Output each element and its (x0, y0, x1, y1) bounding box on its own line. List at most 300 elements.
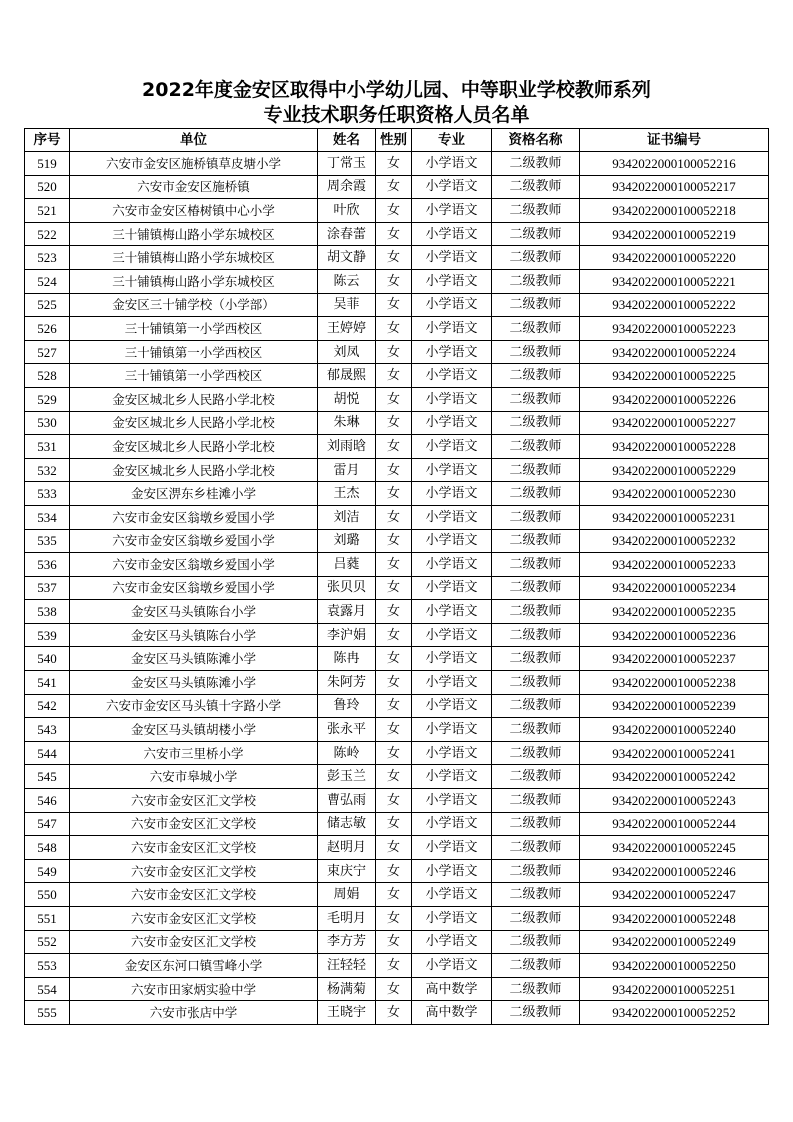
certificate-cell: 9342022000100052251 (580, 977, 769, 1001)
certificate-cell: 9342022000100052246 (580, 859, 769, 883)
gender-cell: 女 (376, 859, 412, 883)
qualification-cell: 二级教师 (492, 623, 580, 647)
name-cell: 陈云 (318, 269, 376, 293)
name-cell: 张永平 (318, 718, 376, 742)
seq-cell: 531 (25, 435, 70, 459)
unit-cell: 三十铺镇梅山路小学东城校区 (70, 246, 318, 270)
major-cell: 小学语文 (412, 458, 492, 482)
unit-cell: 六安市田家炳实验中学 (70, 977, 318, 1001)
certificate-cell: 9342022000100052220 (580, 246, 769, 270)
seq-cell: 552 (25, 930, 70, 954)
certificate-cell: 9342022000100052229 (580, 458, 769, 482)
table-row (25, 553, 769, 577)
name-cell: 袁露月 (318, 600, 376, 624)
table-row (25, 836, 769, 860)
qualification-cell: 二级教师 (492, 458, 580, 482)
unit-cell: 六安市金安区马头镇十字路小学 (70, 694, 318, 718)
seq-cell: 550 (25, 883, 70, 907)
certificate-cell: 9342022000100052236 (580, 623, 769, 647)
table-body (25, 152, 769, 1025)
unit-cell: 六安市金安区汇文学校 (70, 907, 318, 931)
unit-cell: 金安区城北乡人民路小学北校 (70, 411, 318, 435)
major-cell: 小学语文 (412, 482, 492, 506)
certificate-cell: 9342022000100052238 (580, 671, 769, 695)
name-cell: 丁常玉 (318, 152, 376, 176)
qualification-cell: 二级教师 (492, 741, 580, 765)
major-cell: 小学语文 (412, 505, 492, 529)
major-cell: 小学语文 (412, 576, 492, 600)
seq-cell: 539 (25, 623, 70, 647)
certificate-cell: 9342022000100052219 (580, 222, 769, 246)
gender-cell: 女 (376, 505, 412, 529)
unit-cell: 三十铺镇第一小学西校区 (70, 340, 318, 364)
certificate-cell: 9342022000100052240 (580, 718, 769, 742)
qualification-cell: 二级教师 (492, 317, 580, 341)
name-cell: 刘雨晗 (318, 435, 376, 459)
qualification-cell: 二级教师 (492, 411, 580, 435)
qualification-cell: 二级教师 (492, 883, 580, 907)
qualification-cell: 二级教师 (492, 671, 580, 695)
seq-cell: 549 (25, 859, 70, 883)
qualification-cell: 二级教师 (492, 930, 580, 954)
qualification-cell: 二级教师 (492, 1001, 580, 1025)
unit-cell: 六安市三里桥小学 (70, 741, 318, 765)
qualification-cell: 二级教师 (492, 222, 580, 246)
unit-cell: 六安市金安区翁墩乡爱国小学 (70, 553, 318, 577)
seq-cell: 547 (25, 812, 70, 836)
name-cell: 郁晟熙 (318, 364, 376, 388)
qualification-cell: 二级教师 (492, 789, 580, 813)
certificate-cell: 9342022000100052245 (580, 836, 769, 860)
name-cell: 毛明月 (318, 907, 376, 931)
unit-cell: 六安市金安区汇文学校 (70, 812, 318, 836)
seq-cell: 528 (25, 364, 70, 388)
certificate-cell: 9342022000100052252 (580, 1001, 769, 1025)
major-cell: 小学语文 (412, 812, 492, 836)
qualification-cell: 二级教师 (492, 836, 580, 860)
table-row (25, 411, 769, 435)
major-cell: 小学语文 (412, 954, 492, 978)
gender-cell: 女 (376, 529, 412, 553)
unit-cell: 六安市金安区汇文学校 (70, 930, 318, 954)
unit-cell: 金安区东河口镇雪峰小学 (70, 954, 318, 978)
gender-cell: 女 (376, 411, 412, 435)
seq-cell: 548 (25, 836, 70, 860)
gender-cell: 女 (376, 789, 412, 813)
seq-cell: 529 (25, 387, 70, 411)
unit-cell: 金安区城北乡人民路小学北校 (70, 387, 318, 411)
qualification-cell: 二级教师 (492, 718, 580, 742)
unit-cell: 三十铺镇第一小学西校区 (70, 317, 318, 341)
seq-cell: 541 (25, 671, 70, 695)
major-cell: 小学语文 (412, 387, 492, 411)
seq-cell: 545 (25, 765, 70, 789)
gender-cell: 女 (376, 907, 412, 931)
gender-cell: 女 (376, 482, 412, 506)
seq-cell: 546 (25, 789, 70, 813)
table-row (25, 671, 769, 695)
certificate-cell: 9342022000100052230 (580, 482, 769, 506)
certificate-cell: 9342022000100052226 (580, 387, 769, 411)
seq-cell: 525 (25, 293, 70, 317)
major-cell: 小学语文 (412, 789, 492, 813)
qualification-cell: 二级教师 (492, 977, 580, 1001)
unit-cell: 金安区城北乡人民路小学北校 (70, 435, 318, 459)
header-gender: 性别 (376, 129, 412, 152)
major-cell: 小学语文 (412, 718, 492, 742)
gender-cell: 女 (376, 222, 412, 246)
qualification-cell: 二级教师 (492, 246, 580, 270)
certificate-cell: 9342022000100052249 (580, 930, 769, 954)
teacher-list-table (24, 128, 769, 1025)
gender-cell: 女 (376, 458, 412, 482)
name-cell: 赵明月 (318, 836, 376, 860)
gender-cell: 女 (376, 387, 412, 411)
gender-cell: 女 (376, 883, 412, 907)
unit-cell: 三十铺镇第一小学西校区 (70, 364, 318, 388)
table-row (25, 364, 769, 388)
name-cell: 涂春蕾 (318, 222, 376, 246)
header-unit: 单位 (70, 129, 318, 152)
qualification-cell: 二级教师 (492, 482, 580, 506)
header-major: 专业 (412, 129, 492, 152)
unit-cell: 金安区城北乡人民路小学北校 (70, 458, 318, 482)
major-cell: 小学语文 (412, 671, 492, 695)
gender-cell: 女 (376, 553, 412, 577)
certificate-cell: 9342022000100052227 (580, 411, 769, 435)
name-cell: 王婷婷 (318, 317, 376, 341)
gender-cell: 女 (376, 1001, 412, 1025)
name-cell: 刘璐 (318, 529, 376, 553)
table-row (25, 458, 769, 482)
unit-cell: 三十铺镇梅山路小学东城校区 (70, 222, 318, 246)
major-cell: 小学语文 (412, 647, 492, 671)
qualification-cell: 二级教师 (492, 529, 580, 553)
gender-cell: 女 (376, 647, 412, 671)
unit-cell: 金安区马头镇陈台小学 (70, 600, 318, 624)
major-cell: 小学语文 (412, 222, 492, 246)
table-row (25, 269, 769, 293)
name-cell: 朱阿芳 (318, 671, 376, 695)
table-row (25, 576, 769, 600)
header-row (25, 129, 769, 152)
unit-cell: 六安市金安区施桥镇草皮塘小学 (70, 152, 318, 176)
header-certificate: 证书编号 (580, 129, 769, 152)
name-cell: 陈岭 (318, 741, 376, 765)
seq-cell: 527 (25, 340, 70, 364)
certificate-cell: 9342022000100052228 (580, 435, 769, 459)
certificate-cell: 9342022000100052241 (580, 741, 769, 765)
seq-cell: 553 (25, 954, 70, 978)
seq-cell: 543 (25, 718, 70, 742)
seq-cell: 537 (25, 576, 70, 600)
seq-cell: 554 (25, 977, 70, 1001)
gender-cell: 女 (376, 718, 412, 742)
table-row (25, 317, 769, 341)
table-row (25, 859, 769, 883)
certificate-cell: 9342022000100052223 (580, 317, 769, 341)
unit-cell: 六安市金安区椿树镇中心小学 (70, 199, 318, 223)
qualification-cell: 二级教师 (492, 152, 580, 176)
certificate-cell: 9342022000100052234 (580, 576, 769, 600)
certificate-cell: 9342022000100052221 (580, 269, 769, 293)
gender-cell: 女 (376, 152, 412, 176)
certificate-cell: 9342022000100052218 (580, 199, 769, 223)
name-cell: 刘洁 (318, 505, 376, 529)
certificate-cell: 9342022000100052248 (580, 907, 769, 931)
unit-cell: 六安市皋城小学 (70, 765, 318, 789)
major-cell: 小学语文 (412, 553, 492, 577)
table-row (25, 907, 769, 931)
gender-cell: 女 (376, 977, 412, 1001)
name-cell: 王晓宇 (318, 1001, 376, 1025)
unit-cell: 金安区马头镇陈台小学 (70, 623, 318, 647)
gender-cell: 女 (376, 623, 412, 647)
seq-cell: 555 (25, 1001, 70, 1025)
name-cell: 朱琳 (318, 411, 376, 435)
name-cell: 束庆宁 (318, 859, 376, 883)
gender-cell: 女 (376, 671, 412, 695)
table-row (25, 977, 769, 1001)
major-cell: 小学语文 (412, 246, 492, 270)
gender-cell: 女 (376, 954, 412, 978)
gender-cell: 女 (376, 317, 412, 341)
certificate-cell: 9342022000100052225 (580, 364, 769, 388)
certificate-cell: 9342022000100052232 (580, 529, 769, 553)
seq-cell: 540 (25, 647, 70, 671)
certificate-cell: 9342022000100052233 (580, 553, 769, 577)
name-cell: 周娟 (318, 883, 376, 907)
gender-cell: 女 (376, 576, 412, 600)
seq-cell: 534 (25, 505, 70, 529)
major-cell: 小学语文 (412, 883, 492, 907)
major-cell: 小学语文 (412, 317, 492, 341)
qualification-cell: 二级教师 (492, 576, 580, 600)
major-cell: 小学语文 (412, 364, 492, 388)
major-cell: 小学语文 (412, 623, 492, 647)
name-cell: 雷月 (318, 458, 376, 482)
certificate-cell: 9342022000100052231 (580, 505, 769, 529)
seq-cell: 538 (25, 600, 70, 624)
certificate-cell: 9342022000100052247 (580, 883, 769, 907)
seq-cell: 544 (25, 741, 70, 765)
name-cell: 吴菲 (318, 293, 376, 317)
qualification-cell: 二级教师 (492, 859, 580, 883)
gender-cell: 女 (376, 765, 412, 789)
unit-cell: 六安市金安区汇文学校 (70, 859, 318, 883)
name-cell: 鲁玲 (318, 694, 376, 718)
name-cell: 胡悦 (318, 387, 376, 411)
document-title-line2: 专业技术职务任职资格人员名单 (263, 104, 530, 126)
table-row (25, 694, 769, 718)
unit-cell: 金安区马头镇陈滩小学 (70, 647, 318, 671)
name-cell: 储志敏 (318, 812, 376, 836)
table-row (25, 954, 769, 978)
unit-cell: 六安市金安区汇文学校 (70, 789, 318, 813)
name-cell: 王杰 (318, 482, 376, 506)
major-cell: 高中数学 (412, 977, 492, 1001)
qualification-cell: 二级教师 (492, 387, 580, 411)
table-row (25, 482, 769, 506)
major-cell: 小学语文 (412, 152, 492, 176)
major-cell: 小学语文 (412, 765, 492, 789)
qualification-cell: 二级教师 (492, 694, 580, 718)
certificate-cell: 9342022000100052250 (580, 954, 769, 978)
qualification-cell: 二级教师 (492, 293, 580, 317)
seq-cell: 533 (25, 482, 70, 506)
unit-cell: 六安市张店中学 (70, 1001, 318, 1025)
unit-cell: 六安市金安区汇文学校 (70, 836, 318, 860)
table-row (25, 1001, 769, 1025)
seq-cell: 524 (25, 269, 70, 293)
major-cell: 小学语文 (412, 411, 492, 435)
seq-cell: 536 (25, 553, 70, 577)
gender-cell: 女 (376, 812, 412, 836)
certificate-cell: 9342022000100052222 (580, 293, 769, 317)
seq-cell: 521 (25, 199, 70, 223)
seq-cell: 542 (25, 694, 70, 718)
gender-cell: 女 (376, 364, 412, 388)
unit-cell: 金安区淠东乡桂滩小学 (70, 482, 318, 506)
major-cell: 小学语文 (412, 175, 492, 199)
qualification-cell: 二级教师 (492, 647, 580, 671)
seq-cell: 522 (25, 222, 70, 246)
table-header (25, 129, 769, 152)
major-cell: 小学语文 (412, 859, 492, 883)
name-cell: 彭玉兰 (318, 765, 376, 789)
qualification-cell: 二级教师 (492, 907, 580, 931)
major-cell: 小学语文 (412, 930, 492, 954)
major-cell: 小学语文 (412, 340, 492, 364)
unit-cell: 六安市金安区翁墩乡爱国小学 (70, 576, 318, 600)
table-row (25, 340, 769, 364)
header-seq: 序号 (25, 129, 70, 152)
name-cell: 汪轻轻 (318, 954, 376, 978)
gender-cell: 女 (376, 435, 412, 459)
unit-cell: 六安市金安区翁墩乡爱国小学 (70, 529, 318, 553)
table-row (25, 293, 769, 317)
seq-cell: 523 (25, 246, 70, 270)
certificate-cell: 9342022000100052243 (580, 789, 769, 813)
seq-cell: 535 (25, 529, 70, 553)
unit-cell: 金安区三十铺学校（小学部） (70, 293, 318, 317)
seq-cell: 526 (25, 317, 70, 341)
major-cell: 小学语文 (412, 529, 492, 553)
qualification-cell: 二级教师 (492, 435, 580, 459)
table-row (25, 647, 769, 671)
seq-cell: 530 (25, 411, 70, 435)
name-cell: 刘凤 (318, 340, 376, 364)
certificate-cell: 9342022000100052244 (580, 812, 769, 836)
name-cell: 曹弘雨 (318, 789, 376, 813)
name-cell: 叶欣 (318, 199, 376, 223)
gender-cell: 女 (376, 175, 412, 199)
qualification-cell: 二级教师 (492, 340, 580, 364)
seq-cell: 532 (25, 458, 70, 482)
qualification-cell: 二级教师 (492, 765, 580, 789)
unit-cell: 金安区马头镇陈滩小学 (70, 671, 318, 695)
major-cell: 小学语文 (412, 600, 492, 624)
gender-cell: 女 (376, 293, 412, 317)
table-row (25, 789, 769, 813)
certificate-cell: 9342022000100052242 (580, 765, 769, 789)
major-cell: 小学语文 (412, 907, 492, 931)
unit-cell: 六安市金安区施桥镇 (70, 175, 318, 199)
major-cell: 小学语文 (412, 836, 492, 860)
gender-cell: 女 (376, 930, 412, 954)
header-name: 姓名 (318, 129, 376, 152)
table-row (25, 152, 769, 176)
seq-cell: 551 (25, 907, 70, 931)
table-row (25, 529, 769, 553)
qualification-cell: 二级教师 (492, 269, 580, 293)
qualification-cell: 二级教师 (492, 199, 580, 223)
qualification-cell: 二级教师 (492, 364, 580, 388)
qualification-cell: 二级教师 (492, 175, 580, 199)
name-cell: 张贝贝 (318, 576, 376, 600)
major-cell: 小学语文 (412, 435, 492, 459)
table-row (25, 718, 769, 742)
gender-cell: 女 (376, 741, 412, 765)
gender-cell: 女 (376, 199, 412, 223)
table-row (25, 765, 769, 789)
table-row (25, 505, 769, 529)
qualification-cell: 二级教师 (492, 505, 580, 529)
certificate-cell: 9342022000100052216 (580, 152, 769, 176)
unit-cell: 六安市金安区汇文学校 (70, 883, 318, 907)
document-title-line1: 2022年度金安区取得中小学幼儿园、中等职业学校教师系列 (142, 79, 651, 101)
gender-cell: 女 (376, 246, 412, 270)
table-row (25, 435, 769, 459)
seq-cell: 519 (25, 152, 70, 176)
major-cell: 小学语文 (412, 269, 492, 293)
unit-cell: 三十铺镇梅山路小学东城校区 (70, 269, 318, 293)
name-cell: 杨满菊 (318, 977, 376, 1001)
table-row (25, 387, 769, 411)
certificate-cell: 9342022000100052224 (580, 340, 769, 364)
table-row (25, 246, 769, 270)
seq-cell: 520 (25, 175, 70, 199)
gender-cell: 女 (376, 340, 412, 364)
table-row (25, 175, 769, 199)
gender-cell: 女 (376, 836, 412, 860)
table-row (25, 600, 769, 624)
table-row (25, 623, 769, 647)
qualification-cell: 二级教师 (492, 954, 580, 978)
major-cell: 小学语文 (412, 293, 492, 317)
gender-cell: 女 (376, 694, 412, 718)
certificate-cell: 9342022000100052235 (580, 600, 769, 624)
name-cell: 陈冉 (318, 647, 376, 671)
name-cell: 李方芳 (318, 930, 376, 954)
certificate-cell: 9342022000100052217 (580, 175, 769, 199)
table-row (25, 930, 769, 954)
header-qualification: 资格名称 (492, 129, 580, 152)
major-cell: 小学语文 (412, 741, 492, 765)
qualification-cell: 二级教师 (492, 553, 580, 577)
qualification-cell: 二级教师 (492, 600, 580, 624)
major-cell: 小学语文 (412, 694, 492, 718)
major-cell: 小学语文 (412, 199, 492, 223)
table-row (25, 812, 769, 836)
table-row (25, 741, 769, 765)
name-cell: 李沪娟 (318, 623, 376, 647)
qualification-cell: 二级教师 (492, 812, 580, 836)
table-row (25, 883, 769, 907)
name-cell: 胡文静 (318, 246, 376, 270)
unit-cell: 六安市金安区翁墩乡爱国小学 (70, 505, 318, 529)
unit-cell: 金安区马头镇胡楼小学 (70, 718, 318, 742)
